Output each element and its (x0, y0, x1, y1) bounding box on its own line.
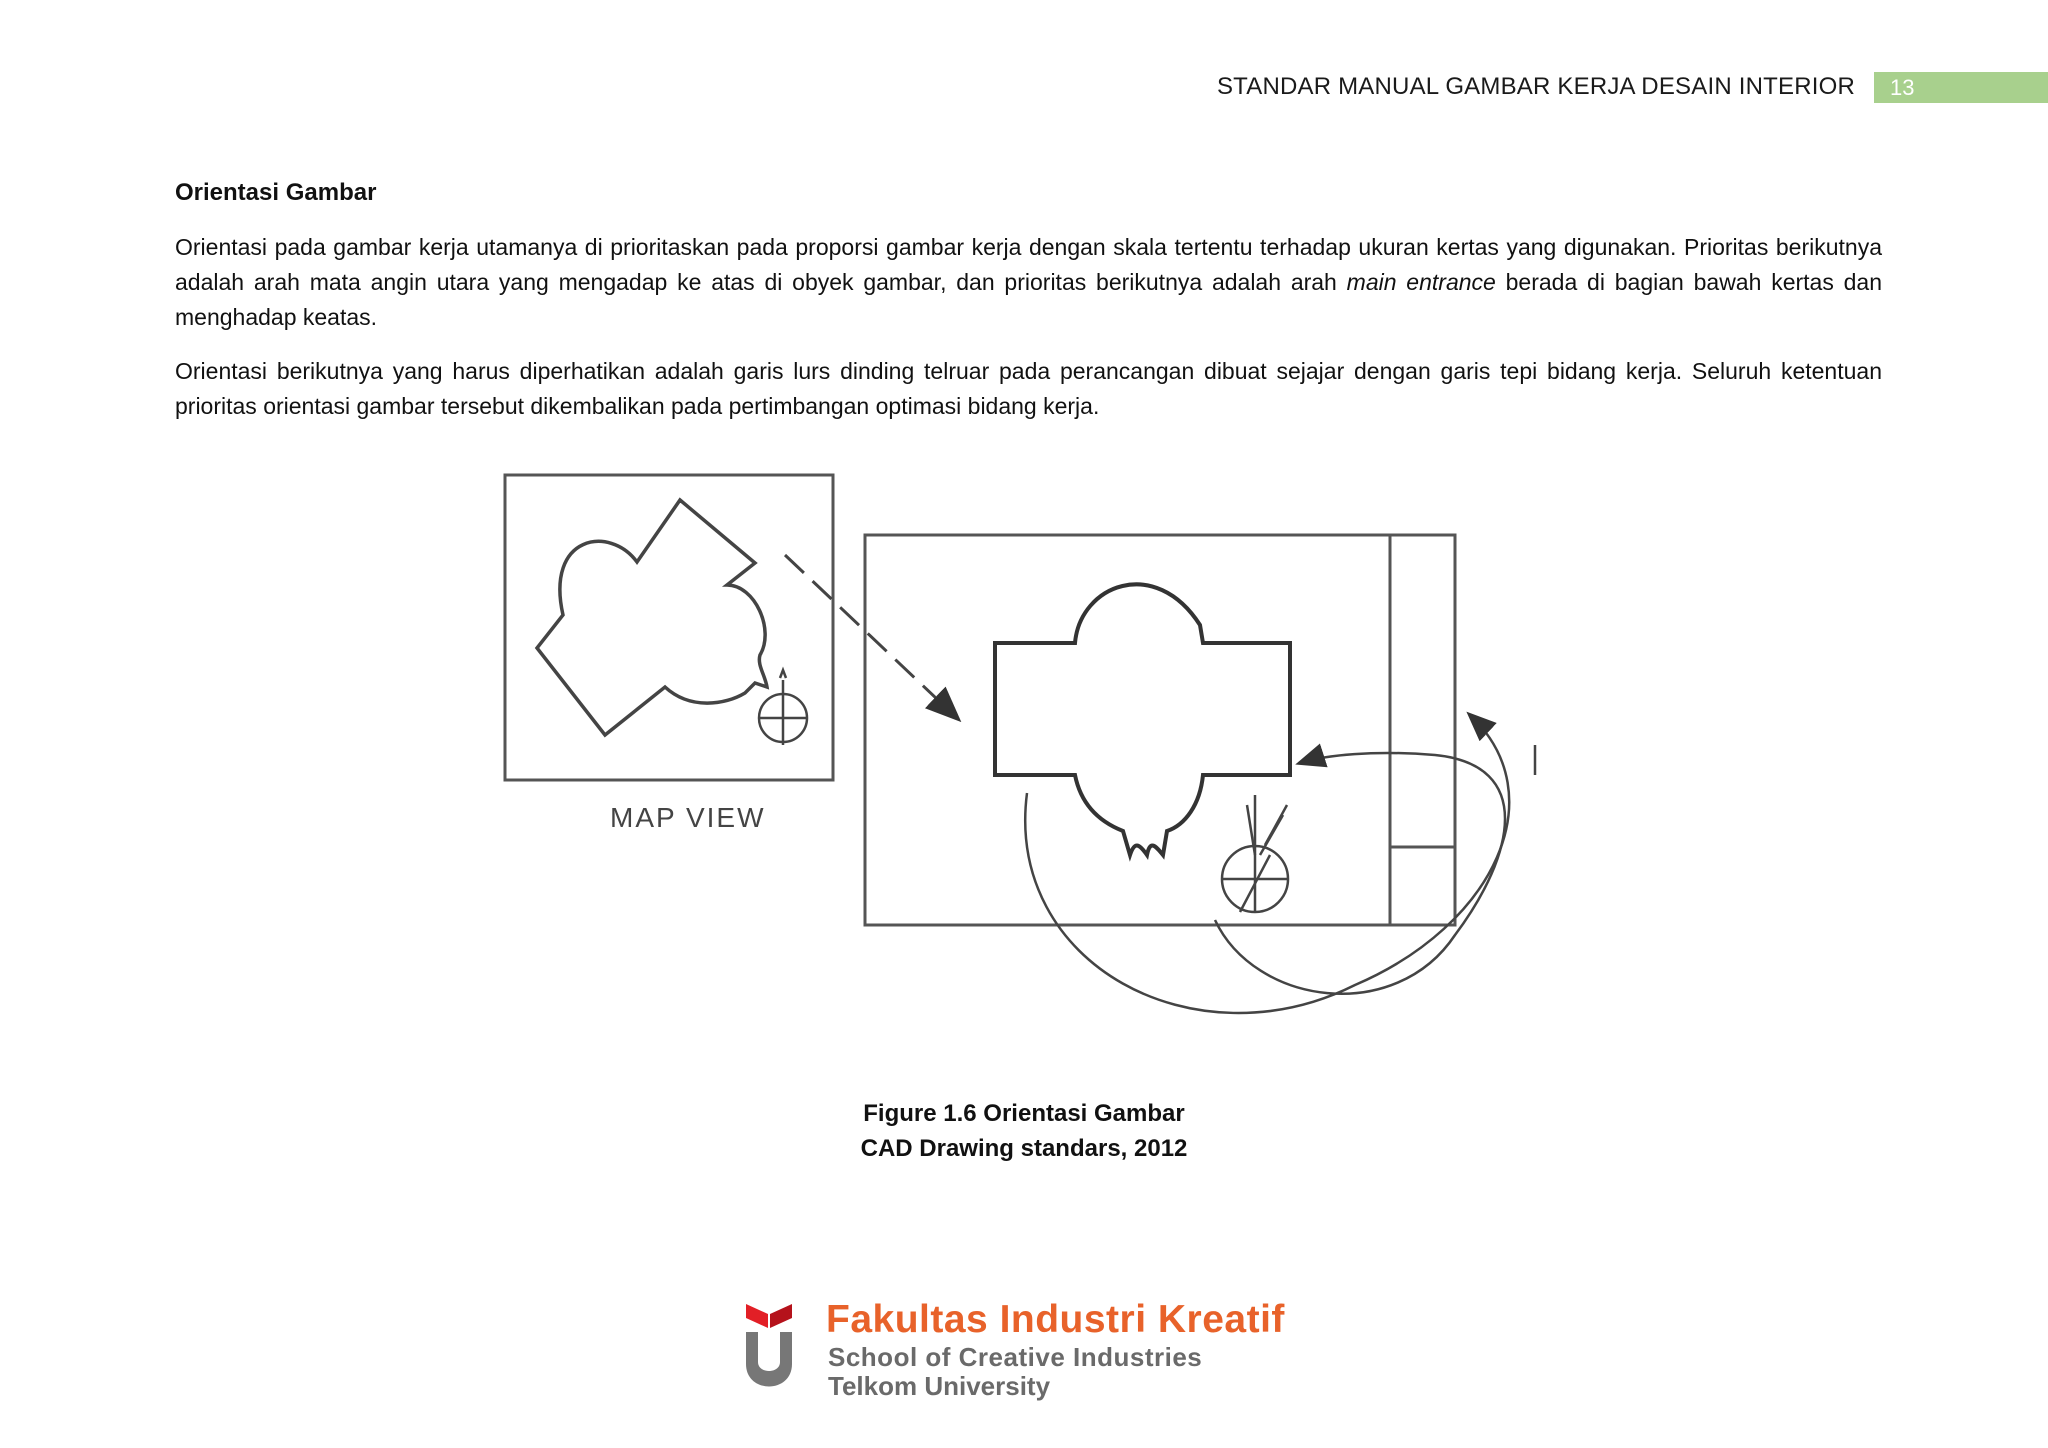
rotated-plan-shape (537, 500, 767, 735)
orientation-drawing (495, 465, 1555, 1075)
school-name: School of Creative Industries (828, 1342, 1203, 1372)
caption-source: CAD Drawing standars, 2012 (860, 1135, 1188, 1162)
map-view-label: MAP VIEW (610, 802, 766, 833)
page-number-badge: 13 (1874, 72, 2048, 103)
plan-north-symbol (1222, 795, 1288, 912)
faculty-name: Fakultas Industri Kreatif (826, 1298, 1285, 1341)
paragraph-1-text-b: berada di bagian bawah kertas dan menghadap keatas. (175, 269, 1882, 330)
university-name: Telkom University (828, 1371, 1051, 1401)
telkom-u-icon (744, 1298, 794, 1398)
rotation-arcs (1025, 715, 1535, 1013)
running-header-title: STANDAR MANUAL GAMBAR KERJA DESAIN INTERIOR (1216, 73, 1855, 100)
paragraph-1 (175, 230, 1882, 335)
section-heading: Orientasi Gambar (175, 179, 377, 206)
main-content (175, 175, 1882, 443)
oriented-plan-shape (995, 584, 1290, 855)
paragraph-1-text-a: Orientasi pada gambar kerja utamanya di prioritaskan pada proporsi gambar kerja dengan skala tertentu terhadap ukuran kertas yang digunakan. Prioritas berikutnya adalah arah mata angin utara yang mengadap ke atas di obyek gambar, dan prioritas berikutnya adalah arah (175, 234, 1882, 295)
telkom-university-logo (744, 1298, 1324, 1406)
orientation-figure (495, 465, 1555, 1075)
sheet-frame (865, 535, 1455, 925)
paragraph-2: Orientasi berikutnya yang harus diperhatikan adalah garis lurs dinding telruar pada perancangan dibuat sejajar dengan garis tepi bidang kerja. Seluruh ketentuan prioritas orientasi gambar tersebut dikembalikan pada pertimbangan optimasi bidang kerja. (175, 358, 1882, 419)
direction-arrow-dashed (785, 555, 957, 718)
caption-title: Figure 1.6 Orientasi Gambar (863, 1100, 1185, 1127)
paragraph-1-italic: main entrance (1346, 269, 1496, 295)
figure-caption (0, 1096, 2048, 1166)
